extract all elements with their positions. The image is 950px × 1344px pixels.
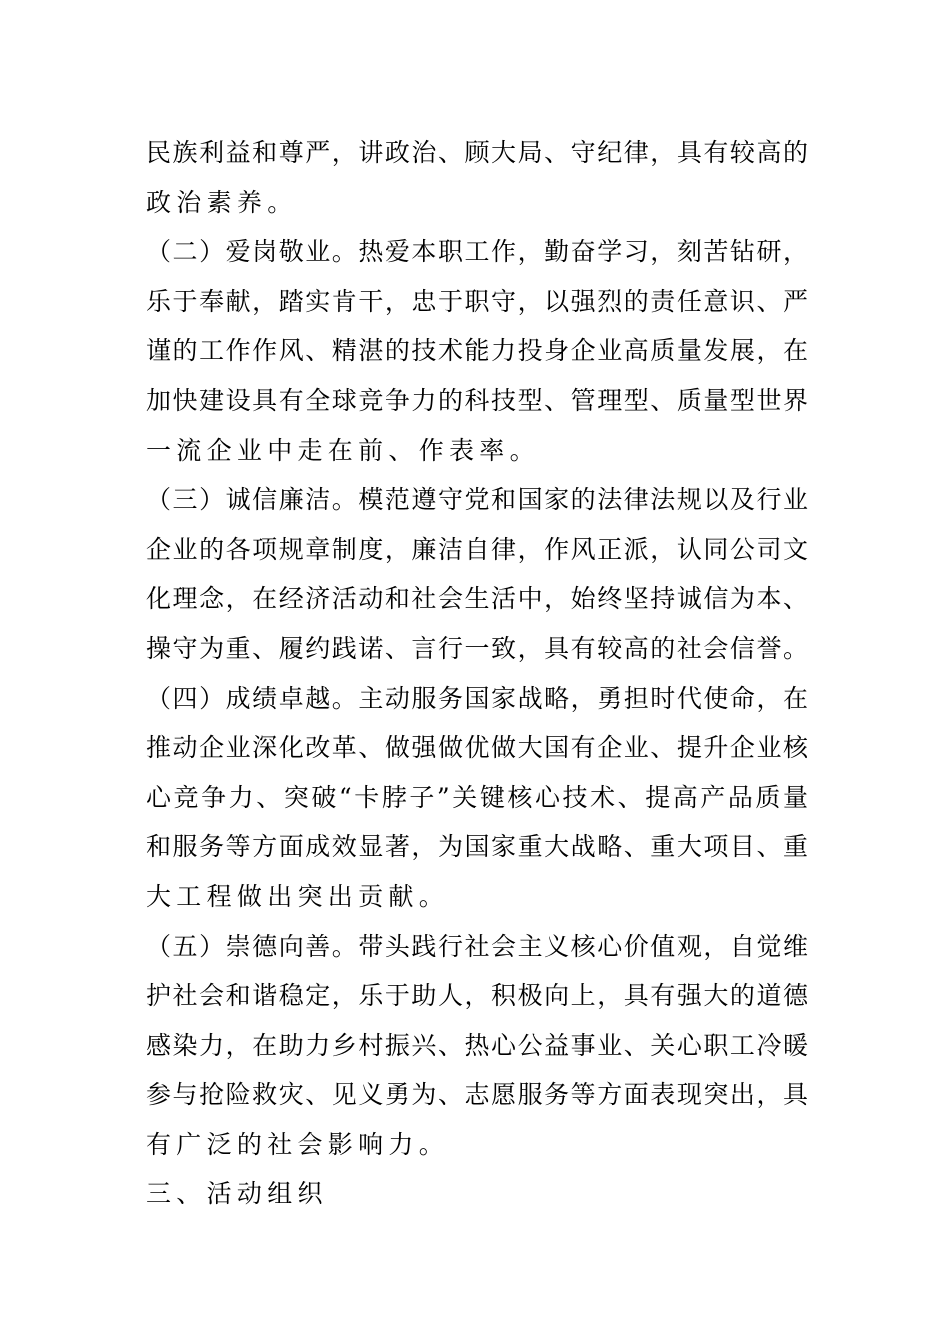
text-line: 参与抢险救灾、见义勇为、志愿服务等方面表现突出，具 [146, 1080, 808, 1110]
text-line: 护社会和谐稳定，乐于助人，积极向上，具有强大的道德 [146, 981, 808, 1011]
text-line: 一流企业中走在前、作表率。 [146, 435, 540, 465]
text-line: 大工程做出突出贡献。 [146, 881, 450, 911]
text-line: 政治素养。 [146, 187, 298, 217]
text-line: 和服务等方面成效显著，为国家重大战略、重大项目、重 [146, 832, 808, 862]
text-line: 乐于奉献，踏实肯干，忠于职守，以强烈的责任意识、严 [146, 286, 808, 316]
text-line: 化理念，在经济活动和社会生活中，始终坚持诚信为本、 [146, 584, 808, 614]
text-line: （四）成绩卓越。主动服务国家战略，勇担时代使命，在 [146, 683, 808, 713]
document-body [146, 128, 808, 1219]
text-line: 操守为重、履约践诺、言行一致，具有较高的社会信誉。 [146, 633, 808, 663]
text-line: （五）崇德向善。带头践行社会主义核心价值观，自觉维 [146, 931, 808, 961]
section-heading: 三、活动组织 [146, 1179, 328, 1209]
text-line: 心竞争力、突破“卡脖子”关键核心技术、提高产品质量 [146, 782, 808, 812]
text-line: 企业的各项规章制度，廉洁自律，作风正派，认同公司文 [146, 534, 808, 564]
text-line: 民族利益和尊严，讲政治、顾大局、守纪律，具有较高的 [146, 138, 808, 167]
text-line: （三）诚信廉洁。模范遵守党和国家的法律法规以及行业 [146, 485, 808, 515]
text-line: （二）爱岗敬业。热爱本职工作，勤奋学习，刻苦钻研， [146, 237, 808, 267]
text-line: 感染力，在助力乡村振兴、热心公益事业、关心职工冷暖 [146, 1030, 808, 1060]
text-line: 推动企业深化改革、做强做优做大国有企业、提升企业核 [146, 733, 808, 763]
text-line: 谨的工作作风、精湛的技术能力投身企业高质量发展，在 [146, 336, 808, 366]
text-line: 有广泛的社会影响力。 [146, 1129, 450, 1159]
text-line: 加快建设具有全球竞争力的科技型、管理型、质量型世界 [146, 385, 808, 415]
